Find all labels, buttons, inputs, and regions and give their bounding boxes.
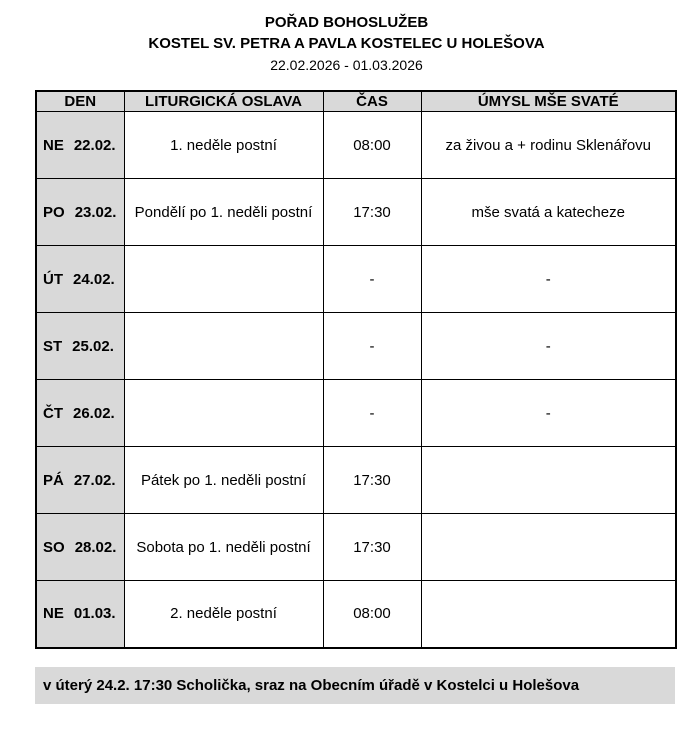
day-abbr: NE <box>43 136 64 154</box>
col-header-oslava: LITURGICKÁ OSLAVA <box>124 91 323 112</box>
day-abbr: NE <box>43 605 64 623</box>
time-cell: 17:30 <box>323 447 421 514</box>
table-row <box>36 112 676 179</box>
col-header-umysl: ÚMYSL MŠE SVATÉ <box>421 91 676 112</box>
intention-cell: - <box>421 380 676 447</box>
page-subtitle: KOSTEL SV. PETRA A PAVLA KOSTELEC U HOLEŠOVA <box>148 35 545 52</box>
liturgy-cell <box>124 380 323 447</box>
page-header <box>0 12 693 76</box>
liturgy-cell: Sobota po 1. neděli postní <box>124 514 323 581</box>
intention-cell: mše svatá a katecheze <box>421 179 676 246</box>
table-row <box>36 246 676 313</box>
table-row <box>36 380 676 447</box>
day-date: 01.03. <box>73 605 116 623</box>
date-range: 22.02.2026 - 01.03.2026 <box>270 57 423 73</box>
schedule-table <box>35 90 677 649</box>
time-cell: - <box>323 313 421 380</box>
day-cell <box>36 179 124 246</box>
day-abbr: SO <box>43 538 65 556</box>
time-cell: 17:30 <box>323 179 421 246</box>
day-date: 22.02. <box>73 136 116 154</box>
day-cell <box>36 112 124 179</box>
day-cell <box>36 380 124 447</box>
day-abbr: ST <box>43 337 63 355</box>
day-date: 23.02. <box>74 203 117 221</box>
time-cell: - <box>323 380 421 447</box>
page-title: POŘAD BOHOSLUŽEB <box>264 14 429 31</box>
liturgy-cell <box>124 313 323 380</box>
intention-cell <box>421 447 676 514</box>
time-cell: 08:00 <box>323 112 421 179</box>
footer-note: v úterý 24.2. 17:30 Scholička, sraz na Obecním úřadě v Kostelci u Holešova <box>35 667 675 704</box>
col-header-cas: ČAS <box>323 91 421 112</box>
liturgy-cell: 1. neděle postní <box>124 112 323 179</box>
day-cell <box>36 447 124 514</box>
day-abbr: PÁ <box>43 471 64 489</box>
time-cell: - <box>323 246 421 313</box>
table-row <box>36 447 676 514</box>
day-cell <box>36 313 124 380</box>
liturgy-cell <box>124 246 323 313</box>
liturgy-cell: Pondělí po 1. neděli postní <box>124 179 323 246</box>
day-abbr: ÚT <box>43 270 63 288</box>
table-row <box>36 179 676 246</box>
day-cell <box>36 581 124 648</box>
day-cell <box>36 246 124 313</box>
day-abbr: ČT <box>43 404 63 422</box>
table-row <box>36 514 676 581</box>
liturgy-cell: 2. neděle postní <box>124 581 323 648</box>
time-cell: 17:30 <box>323 514 421 581</box>
time-cell: 08:00 <box>323 581 421 648</box>
table-row <box>36 313 676 380</box>
day-abbr: PO <box>43 203 65 221</box>
intention-cell: - <box>421 313 676 380</box>
intention-cell <box>421 514 676 581</box>
day-date: 24.02. <box>73 270 115 288</box>
intention-cell: - <box>421 246 676 313</box>
table-header-row <box>36 91 676 112</box>
day-cell <box>36 514 124 581</box>
col-header-den: DEN <box>36 91 124 112</box>
liturgy-cell: Pátek po 1. neděli postní <box>124 447 323 514</box>
day-date: 28.02. <box>74 538 117 556</box>
day-date: 26.02. <box>73 404 115 422</box>
day-date: 27.02. <box>73 471 116 489</box>
intention-cell: za živou a + rodinu Sklenářovu <box>421 112 676 179</box>
table-row <box>36 581 676 648</box>
day-date: 25.02. <box>72 337 114 355</box>
intention-cell <box>421 581 676 648</box>
